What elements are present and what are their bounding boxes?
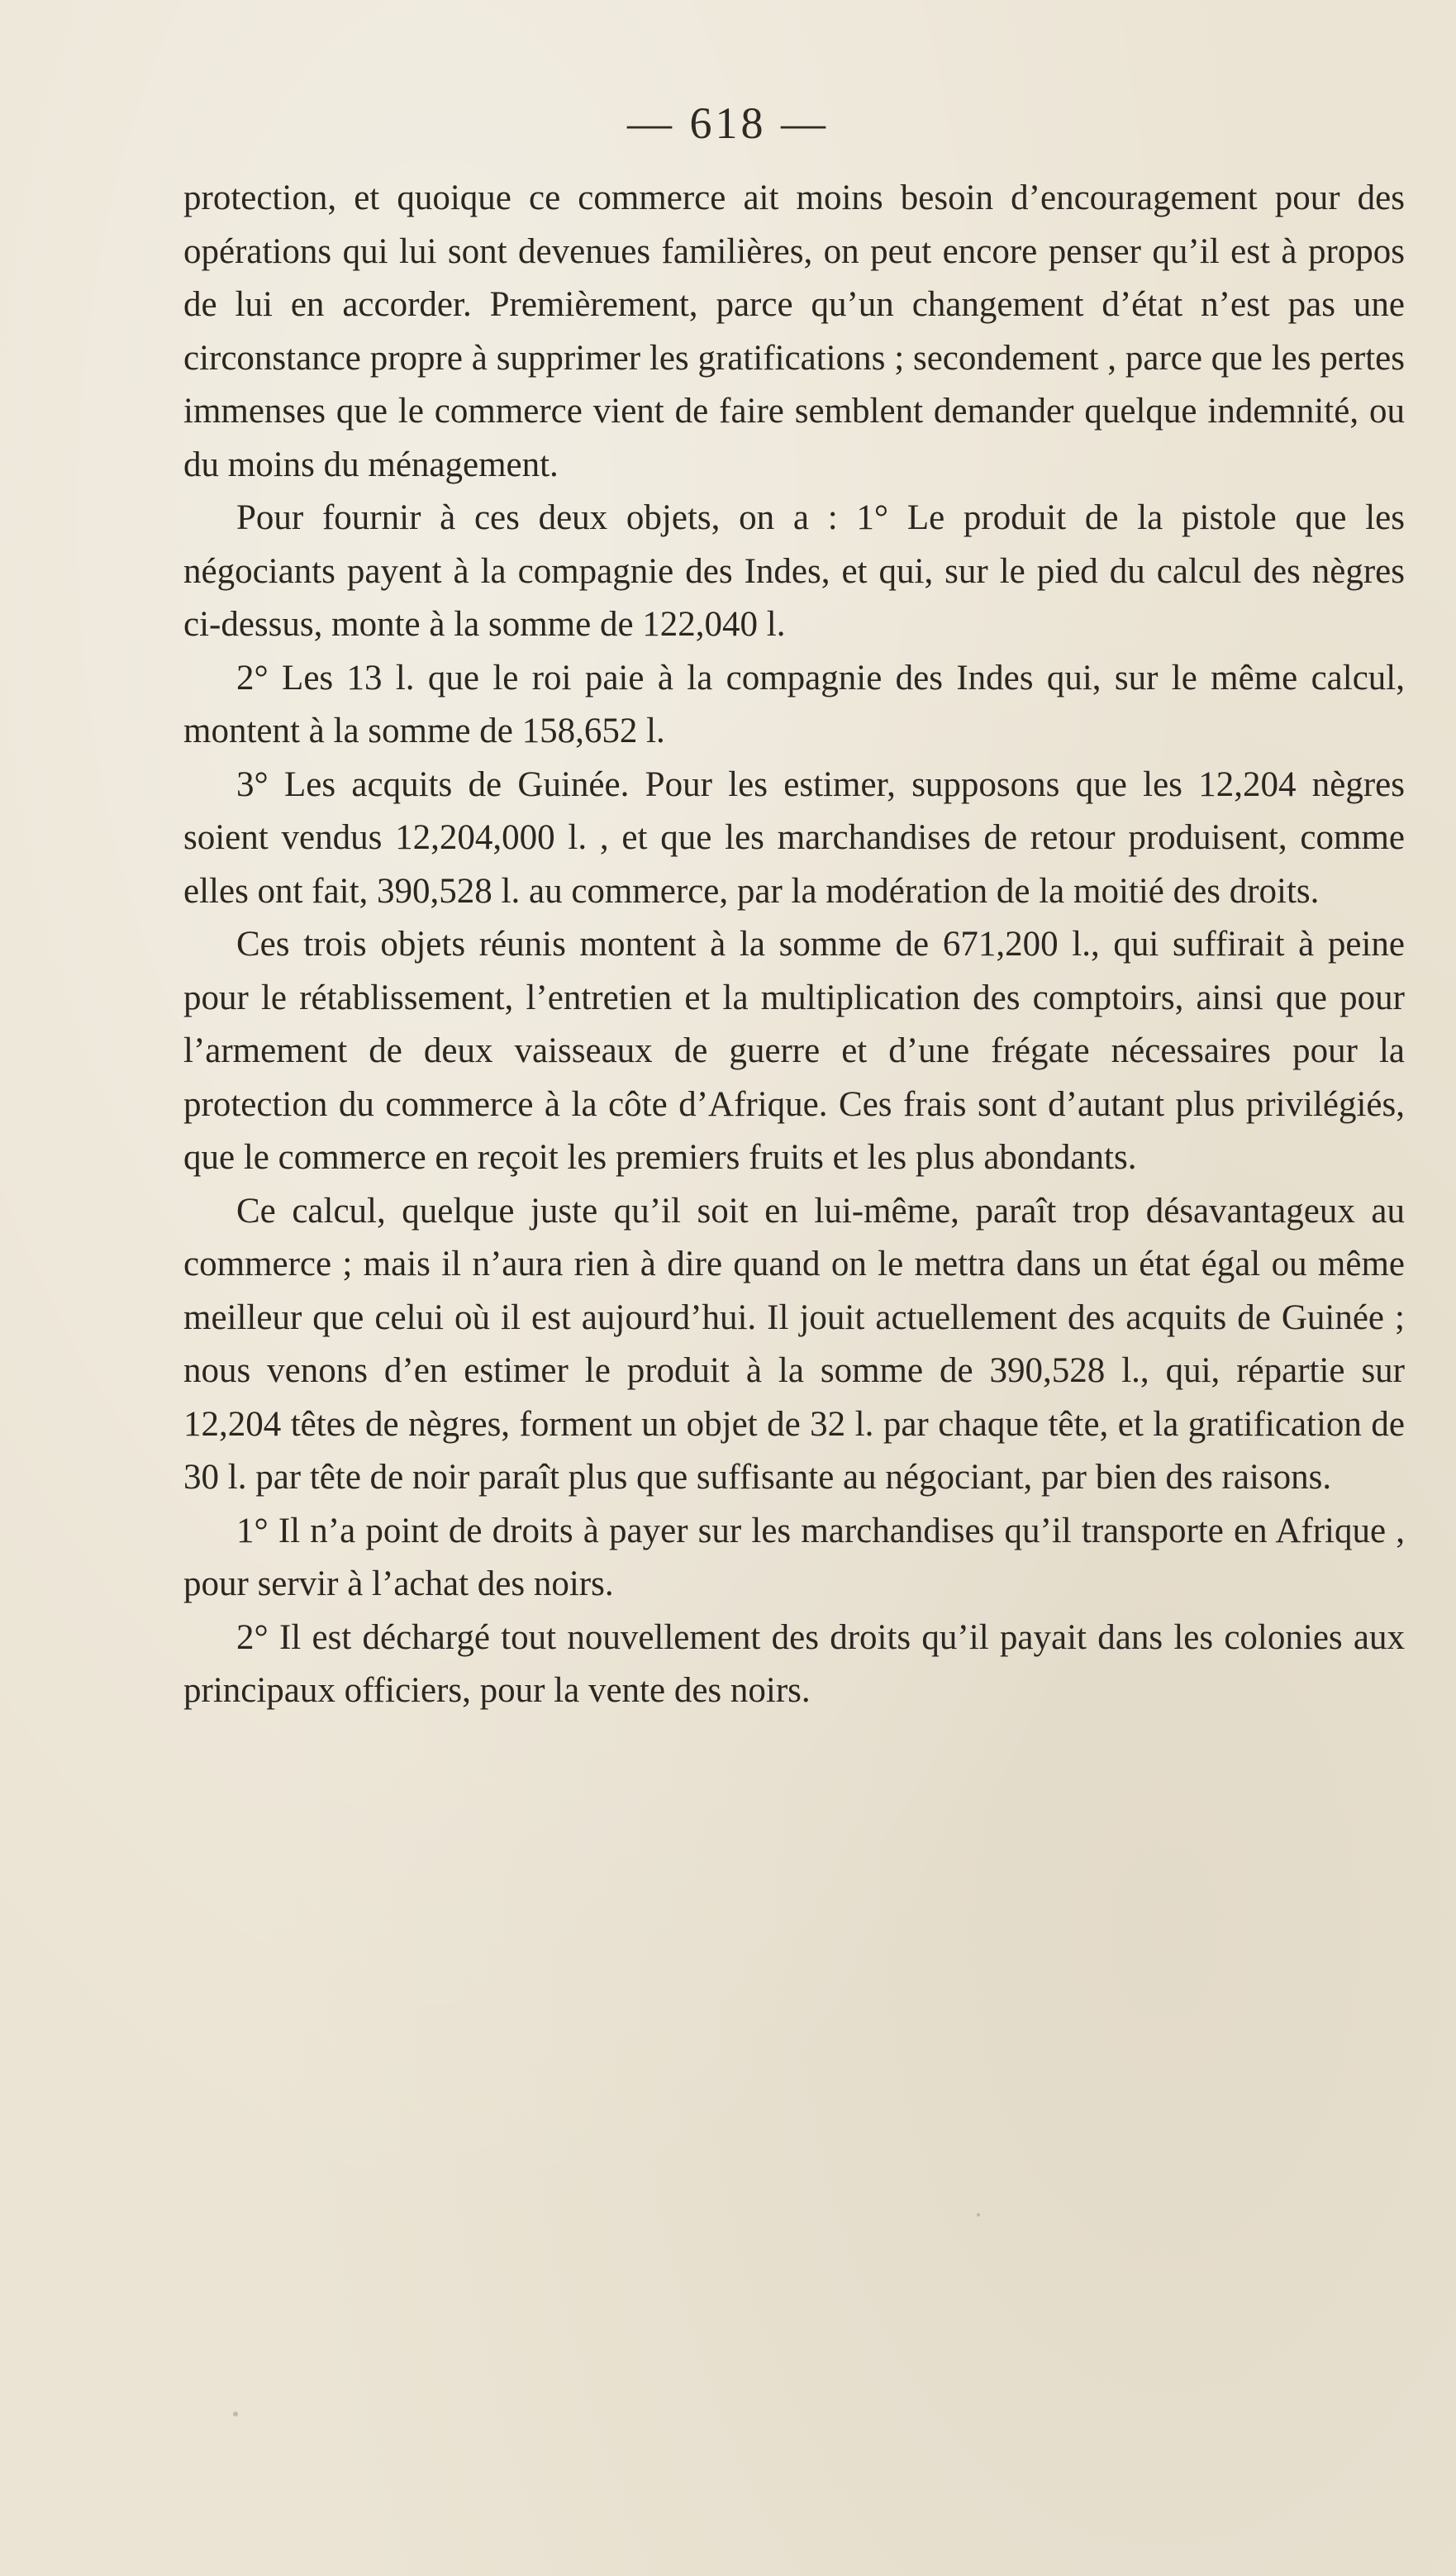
- paragraph-1: protection, et quoique ce commerce ait moins besoin d’encouragement pour des opérations qui lui sont devenues familières, on peut encore penser qu’il est à propos de lui en accorder. Premièrement, parce qu’un changement d’état n’est pas une circonstance propre à supprimer les gratifications ; secondement , parce que les pertes immenses que le commerce vient de faire semblent demander quelque indemnité, ou du moins du ménagement.: [183, 179, 1405, 484]
- paragraph-8: 2° Il est déchargé tout nouvellement des droits qu’il payait dans les colonies aux principaux officiers, pour la vente des noirs.: [183, 1617, 1405, 1710]
- paper-speck: [977, 2213, 980, 2217]
- paragraph-7: 1° Il n’a point de droits à payer sur les marchandises qu’il transporte en Afrique , pour servir à l’achat des noirs.: [183, 1511, 1405, 1603]
- paragraph-6: Ce calcul, quelque juste qu’il soit en lui-même, paraît trop désavantageux au commerce ; mais il n’aura rien à dire quand on le mettra dans un état égal ou même meilleur que celui où il est aujourd’hui. Il jouit actuellement des acquits de Guinée ; nous venons d’en estimer le produit à la somme de 390,528 l., qui, répartie sur 12,204 têtes de nègres, forment un objet de 32 l. par chaque tête, et la gratification de 30 l. par tête de noir paraît plus que suffisante au négociant, par bien des raisons.: [183, 1191, 1405, 1497]
- page-number: — 618 —: [627, 98, 829, 148]
- paragraph-2: Pour fournir à ces deux objets, on a : 1° Le produit de la pistole que les négociants payent à la compagnie des Indes, et qui, sur le pied du calcul des nègres ci-dessus, monte à la somme de 122,040 l.: [183, 498, 1405, 644]
- paragraph-5: Ces trois objets réunis montent à la somme de 671,200 l., qui suffirait à peine pour le rétablissement, l’entretien et la multiplication des comptoirs, ainsi que pour l’armement de deux vaisseaux de guerre et d’une frégate nécessaires pour la protection du commerce à la côte d’Afrique. Ces frais sont d’autant plus privilégiés, que le commerce en reçoit les premiers fruits et les plus abondants.: [183, 925, 1405, 1177]
- paragraph-4: 3° Les acquits de Guinée. Pour les estimer, supposons que les 12,204 nègres soient vendus 12,204,000 l. , et que les marchandises de retour produisent, comme elles ont fait, 390,528 l. au commerce, par la modération de la moitié des droits.: [183, 764, 1405, 911]
- paper-speck: [233, 2412, 238, 2416]
- paragraph-3: 2° Les 13 l. que le roi paie à la compagnie des Indes qui, sur le même calcul, montent à la somme de 158,652 l.: [183, 658, 1405, 750]
- body-text: [183, 172, 1405, 1718]
